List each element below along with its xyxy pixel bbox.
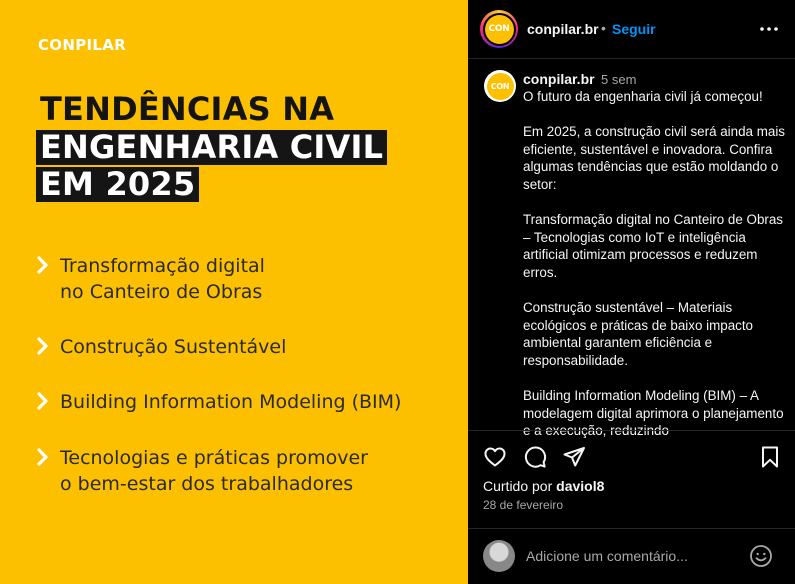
chevron-right-icon (36, 391, 50, 411)
trend-item-label: Building Information Modeling (BIM) (60, 391, 402, 413)
more-horizontal-icon[interactable] (759, 19, 779, 39)
post-header (468, 0, 795, 59)
heart-icon[interactable] (483, 445, 507, 469)
liked-by-line (483, 478, 604, 494)
post-date[interactable]: 28 de fevereiro (483, 498, 564, 512)
avatar-logo: CON (487, 73, 514, 100)
trend-item-label: Tecnologias e práticas promover o bem-estar dos trabalhadores (60, 447, 368, 495)
comment-bar (468, 528, 795, 584)
comment-input[interactable] (526, 546, 736, 566)
chevron-right-icon (36, 255, 50, 275)
caption-avatar[interactable] (484, 70, 516, 102)
comment-icon[interactable] (523, 445, 547, 469)
user-avatar[interactable] (483, 540, 515, 572)
bookmark-icon[interactable] (758, 445, 782, 469)
chevron-right-icon (36, 336, 50, 356)
headline-line-1: TENDÊNCIAS NA (40, 90, 335, 128)
emoji-icon[interactable] (749, 544, 773, 568)
profile-avatar[interactable] (480, 10, 518, 48)
caption-section[interactable] (468, 60, 795, 439)
caption-timestamp[interactable]: 5 sem (601, 72, 637, 87)
headline-line-2: ENGENHARIA CIVIL (36, 130, 387, 165)
trend-item (36, 445, 368, 497)
post-headline (36, 91, 387, 202)
post-actions (468, 430, 795, 528)
follow-button[interactable]: Seguir (612, 21, 656, 37)
separator-dot: • (601, 20, 606, 36)
trend-item-label: Transformação digital no Canteiro de Obras (60, 255, 265, 303)
liked-by-user-link[interactable]: daviol8 (556, 478, 605, 494)
trend-item (36, 253, 265, 305)
avatar-logo: CON (485, 15, 514, 44)
caption-text: O futuro da engenharia civil já começou! Em 2025, a construção civil será ainda mais eficiente, sustentável e inovadora. Confira algumas tendências que estão moldando o setor: Transformação digital no Canteiro de Obras – Tecnologias como IoT e inteligência artificial otimizam processos e reduzem erros. Construção sustentável – Materiais ecológicos e práticas de baixo impacto ambiental garantem eficiência e responsabilidade. Building Information Modeling (BIM) – A modelagem digital aprimora o planejamento e a execução, reduzindo (523, 89, 785, 439)
trend-item (36, 334, 286, 360)
trend-item-label: Construção Sustentável (60, 336, 287, 358)
trend-item (36, 389, 401, 415)
share-icon[interactable] (562, 445, 586, 469)
chevron-right-icon (36, 447, 50, 467)
brand-logo: CONPILAR (38, 36, 127, 54)
liked-by-prefix: Curtido por (483, 478, 553, 494)
avatar-border (483, 13, 516, 46)
headline-line-3: EM 2025 (36, 167, 199, 202)
post-side-panel (468, 0, 795, 584)
caption-username-link[interactable]: conpilar.br (523, 71, 595, 87)
header-username-link[interactable]: conpilar.br (527, 21, 599, 37)
